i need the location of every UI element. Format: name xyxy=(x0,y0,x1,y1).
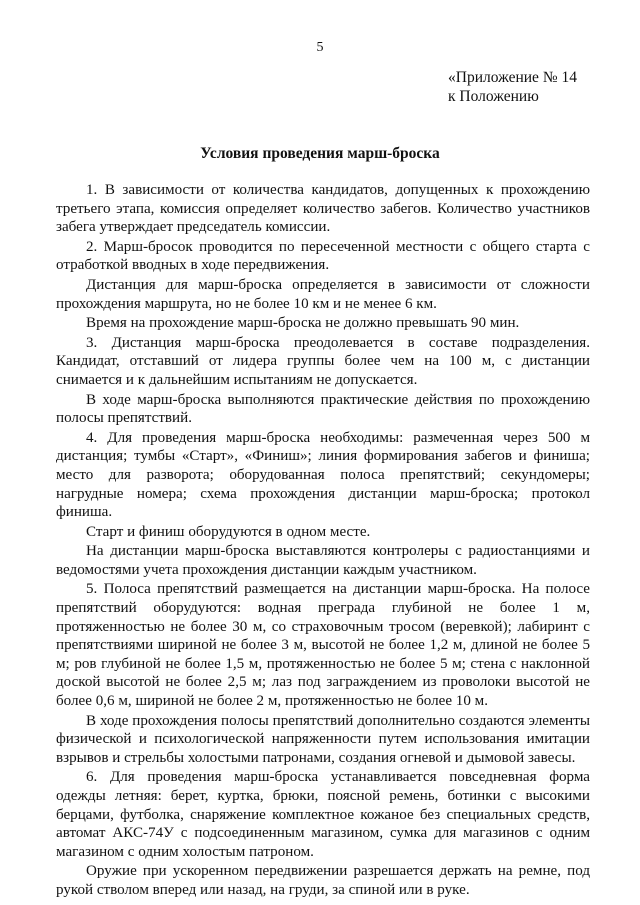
appendix-line-1: «Приложение № 14 xyxy=(448,69,577,86)
paragraph-3: Дистанция для марш-броска определяется в зависимости от сложности прохождения маршрута, но не более 10 км и не менее 6 км. xyxy=(56,276,590,312)
page-number: 5 xyxy=(316,40,324,55)
appendix-line-2: к Положению xyxy=(448,88,539,105)
paragraph-1: 1. В зависимости от количества кандидатов, допущенных к прохождению третьего этапа, комиссия определяет количество забегов. Количество участников забега утверждает председатель комиссии. xyxy=(56,182,590,236)
paragraph-6: В ходе марш-броска выполняются практические действия по прохождению полосы препятствий. xyxy=(56,391,590,427)
paragraph-7: 4. Для проведения марш-броска необходимы: размеченная через 500 м дистанция; тумбы «Старт», «Финиш»; линия формирования забегов и финиша; место для разворота; оборудованная полоса препятствий; секундомеры; нагрудные номера; схема прохождения дистанции марш-броска; протокол финиша. xyxy=(56,429,590,521)
paragraph-11: В ходе прохождения полосы препятствий дополнительно создаются элементы физической и психологической напряженности путем использования имитации взрывов и стрельбы холостыми патронами, создания огневой и дымовой завесы. xyxy=(56,712,590,766)
paragraph-2: 2. Марш-бросок проводится по пересеченной местности с общего старта с отработкой вводных в ходе передвижения. xyxy=(56,238,590,274)
document-body xyxy=(56,181,590,901)
paragraph-4: Время на прохождение марш-броска не должно превышать 90 мин. xyxy=(86,315,520,332)
paragraph-5: 3. Дистанция марш-броска преодолевается в составе подразделения. Кандидат, отставший от лидера группы более чем на 100 м, с дистанции снимается и к дальнейшим испытаниям не допускается. xyxy=(56,334,590,388)
document-title: Условия проведения марш-броска xyxy=(200,145,440,162)
paragraph-9: На дистанции марш-броска выставляются контролеры с радиостанциями и ведомостями учета прохождения дистанции каждым участником. xyxy=(56,543,590,578)
paragraph-8: Старт и финиш оборудуются в одном месте. xyxy=(86,523,371,540)
paragraph-12: 6. Для проведения марш-броска устанавливается повседневная форма одежды летняя: берет, куртка, брюки, поясной ремень, ботинки с высокими берцами, футболка, снаряжение комплектное кожаное без специальных средств, автомат АКС-74У с подсоединенным магазином, сумка для магазинов с одним магазином с одним холостым патроном. xyxy=(56,769,590,860)
paragraph-13: Оружие при ускоренном передвижении разрешается держать на ремне, под рукой стволом вперед или назад, на груди, за спиной или в руке. xyxy=(56,863,590,898)
appendix-reference xyxy=(448,68,577,106)
paragraph-10: 5. Полоса препятствий размещается на дистанции марш-броска. На полосе препятствий оборудуются: водная преграда глубиной не более 1 м, протяженностью не более 30 м, со страховочным тросом (веревкой); лабиринт с препятствиями шириной не более 3 м, высотой не более 1,2 м, длиной не более 5 м; ров глубиной не более 1,5 м, протяженностью не более 5 м; стена с наклонной доской высотой не более 2,5 м; лаз под заграждением из проволоки высотой не более 0,6 м, шириной не более 2 м, протяженностью не более 10 м. xyxy=(56,581,590,710)
